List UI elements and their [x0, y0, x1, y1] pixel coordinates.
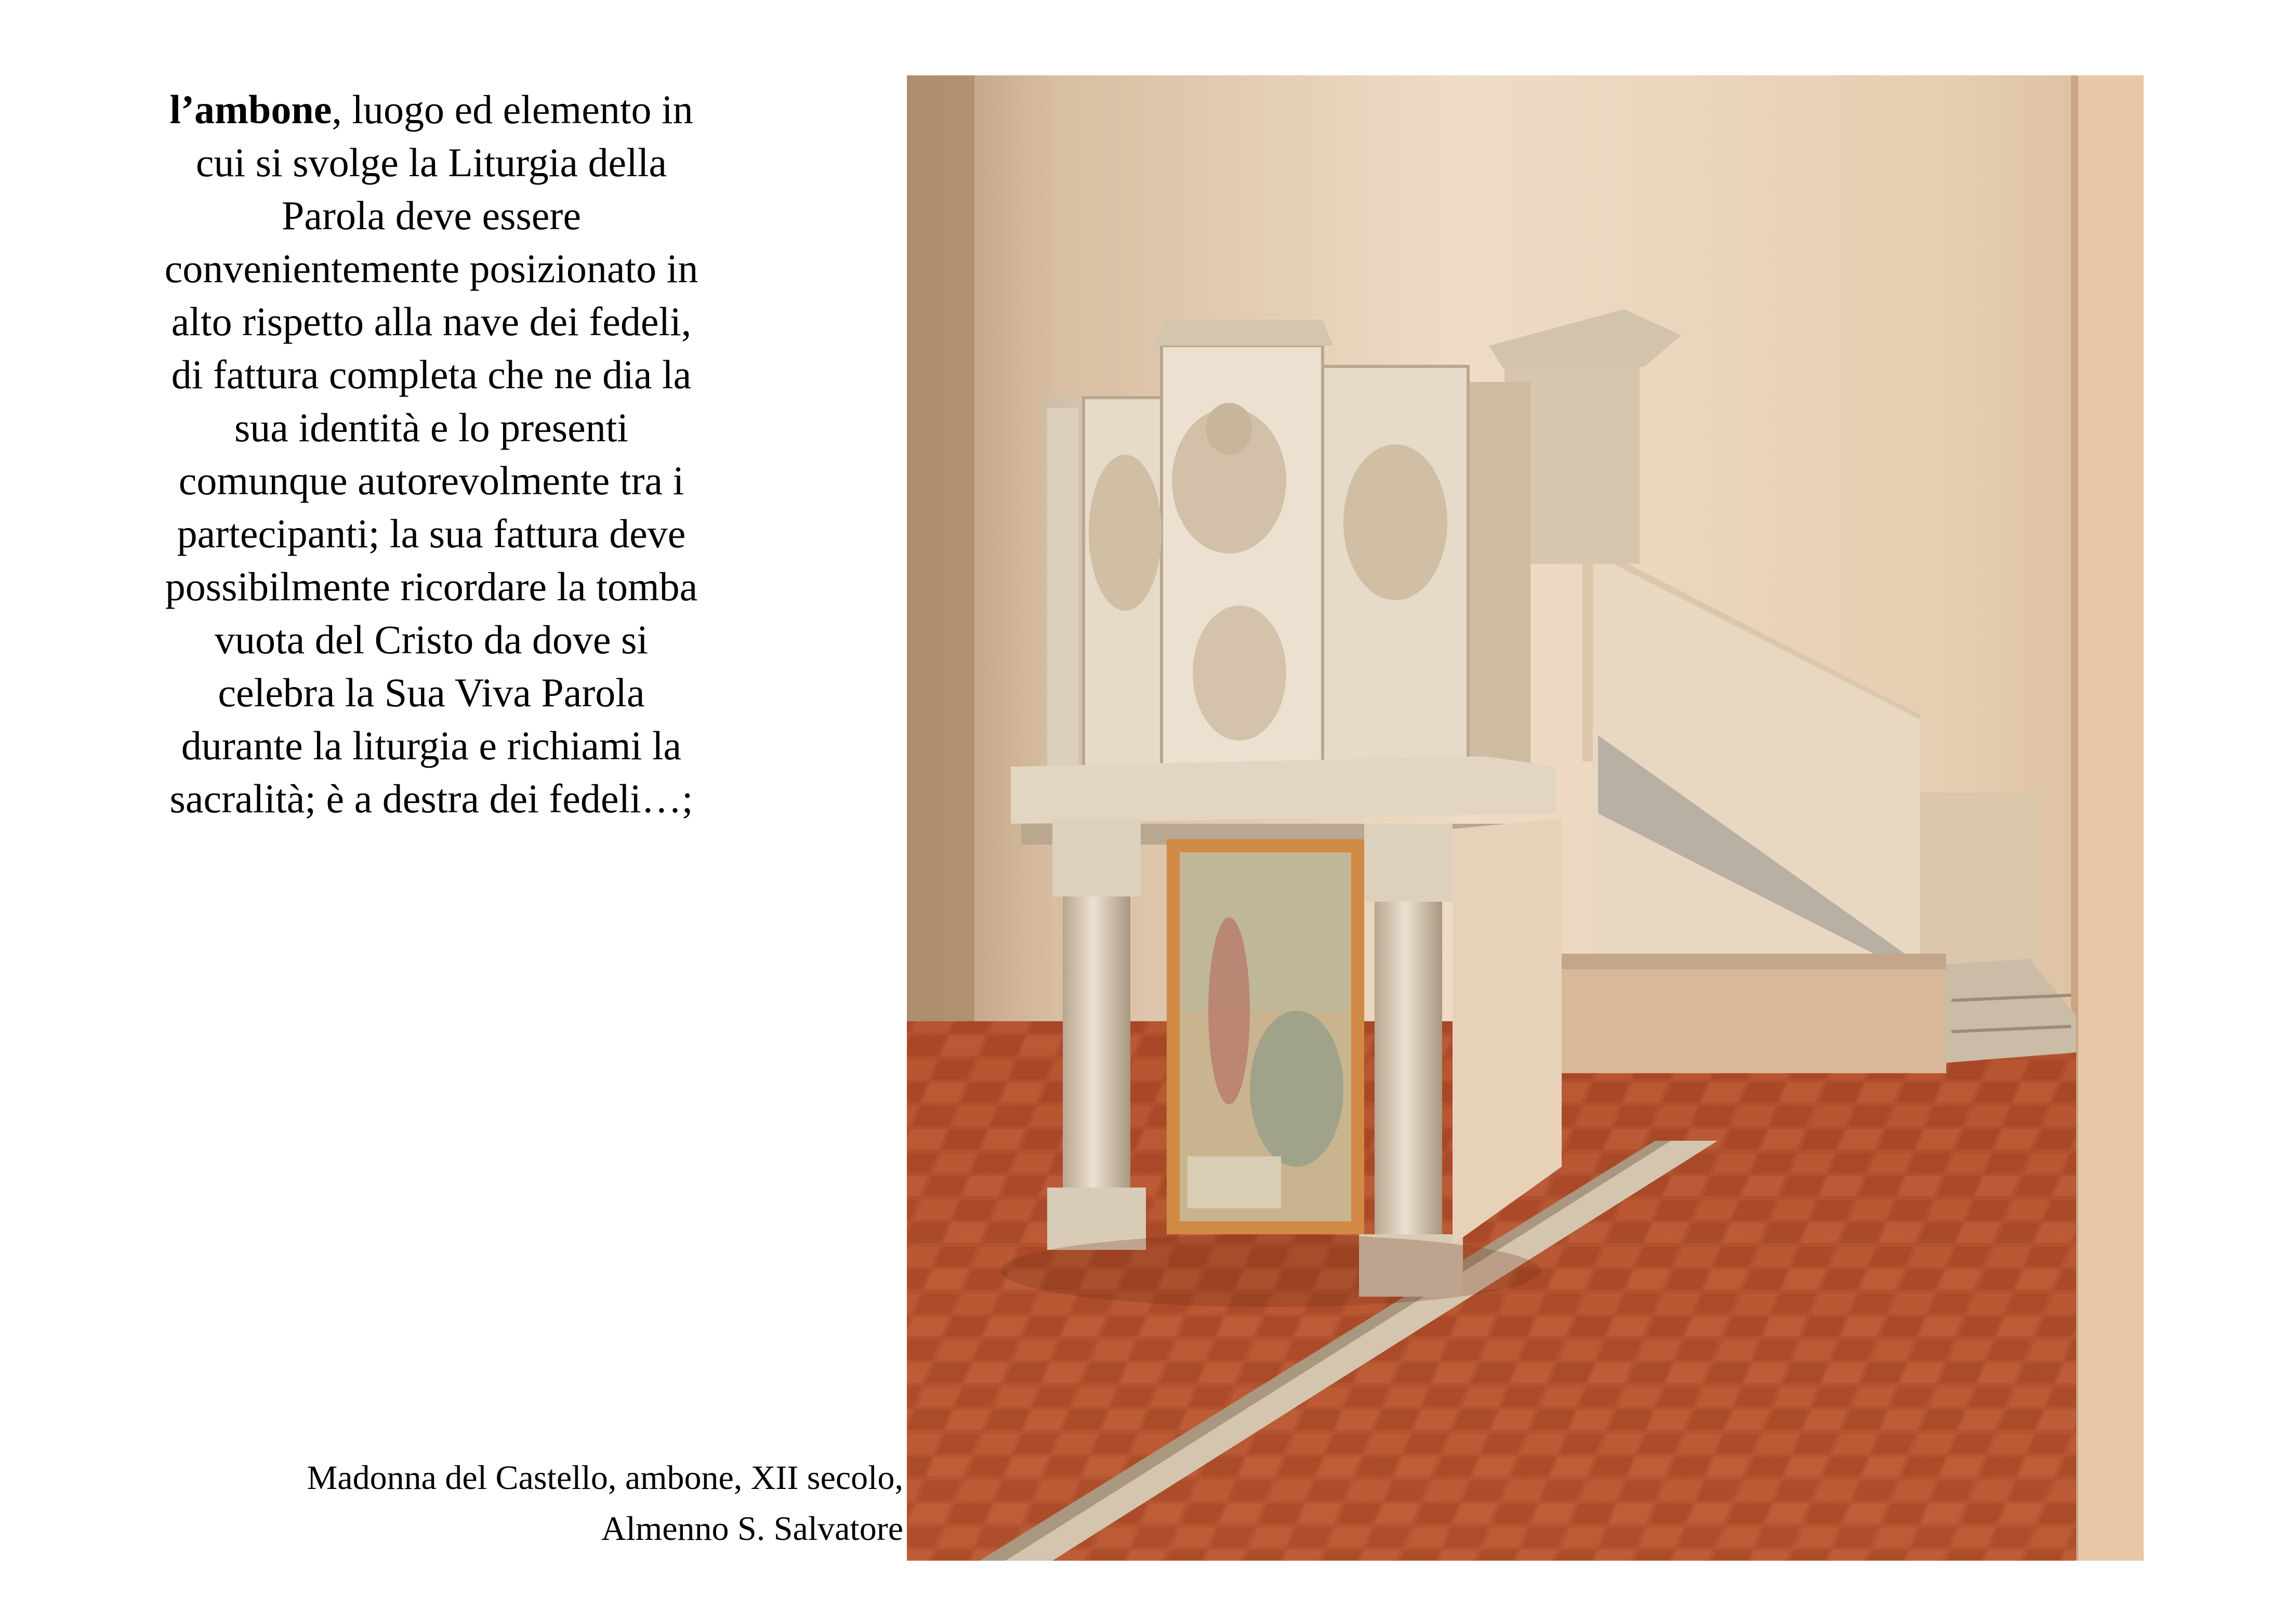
column-right [1375, 902, 1442, 1239]
stair-base [1551, 954, 1946, 1073]
column-left [1063, 896, 1130, 1188]
angel-relief [1193, 605, 1286, 741]
caption-line-2: Almenno S. Salvatore [601, 1510, 903, 1548]
ambo-illustration [907, 75, 2144, 1561]
cornice [1011, 756, 1556, 824]
caption-line-1: Madonna del Castello, ambone, XII secolo, [307, 1459, 903, 1497]
column-right-capital [1364, 824, 1453, 902]
ox-relief [1343, 444, 1447, 600]
body-text [156, 83, 707, 825]
column-left-capital [1052, 819, 1141, 896]
ambo-photo [907, 75, 2144, 1561]
lion-relief [1089, 455, 1162, 611]
photo-caption [156, 1453, 903, 1554]
left-corner [907, 75, 974, 1037]
body-text-rest: , luogo ed elemento in cui si svolge la Liturgia della Parola deve essere convenientemente posizionato in alto rispetto alla nave dei fedeli, di fattura completa che ne dia la sua identità e lo presenti comunque autorevolmente tra i partecipanti; la sua fattura deve possibilmente ricordare la tomba vuota del Cristo da dove si celebra la Sua Viva Parola durante la liturgia e richiami la sacralità; è a destra dei fedeli…; [164, 87, 698, 821]
right-pilaster [2076, 75, 2144, 1561]
body-text-lead: l’ambone [169, 87, 332, 132]
